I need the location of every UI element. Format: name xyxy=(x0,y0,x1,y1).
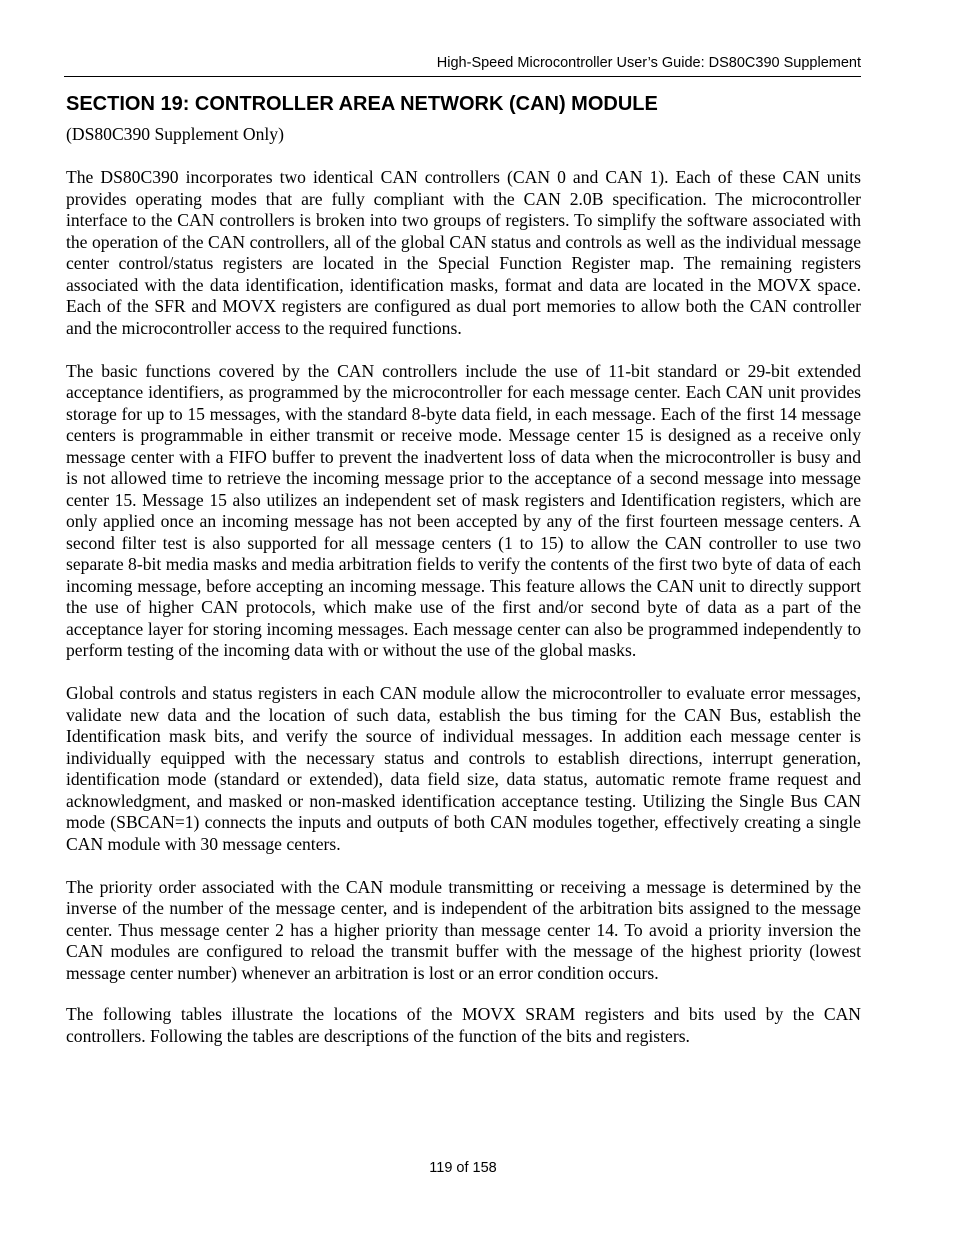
page-number: 119 of 158 xyxy=(429,1160,497,1176)
section-subtitle: (DS80C390 Supplement Only) xyxy=(66,124,284,144)
paragraph-priority-order: The priority order associated with the CAN module transmitting or receiving a message is determined by the inverse of the number of the message center, and is independent of the arbitration bits assigned to the message center. Thus message center 2 has a higher priority than message center 14. To avoid a priority inversion the CAN modules are configured to reload the transmit buffer with the message of the highest priority (lowest message center number) whenever an arbitration is lost or an error condition occurs. xyxy=(66,876,861,983)
paragraph-tables-intro: The following tables illustrate the locations of the MOVX SRAM registers and bits used by the CAN controllers. Following the tables are descriptions of the function of the bits and registers. xyxy=(66,1004,861,1046)
paragraph-basic-functions: The basic functions covered by the CAN controllers include the use of 11-bit standard or 29-bit extended acceptance identifiers, as programmed by the microcontroller for each message center. Each CAN unit provides storage for up to 15 messages, with the standard 8-byte data field, in each message. Each of the first 14 message centers is programmable in either transmit or receive mode. Message center 15 is designed as a receive only message center with a FIFO buffer to prevent the inadvertent loss of data when the microcontroller is busy and is not allowed time to retrieve the incoming message prior to the acceptance of a second message into message center 15. Message 15 also utilizes an independent set of mask registers and Identification registers, which are only applied once an incoming message has not been accepted by any of the first fourteen message centers. A second filter test is also supported for all message centers (1 to 15) to allow the CAN controller to use two separate 8-bit media masks and media arbitration fields to verify the contents of the first two byte of data of each incoming message, before accepting an incoming message. This feature allows the CAN unit to directly support the use of higher CAN protocols, which make use of the first and/or second byte of data as a part of the acceptance layer for storing incoming messages. Each message center can also be programmed independently to perform testing of the incoming data with or without the use of the global masks. xyxy=(66,360,861,660)
running-header: High-Speed Microcontroller User’s Guide: DS80C390 Supplement xyxy=(436,55,861,71)
section-title: SECTION 19: CONTROLLER AREA NETWORK (CAN) MODULE xyxy=(66,93,658,115)
page-content xyxy=(66,123,861,1069)
paragraph-global-controls: Global controls and status registers in each CAN module allow the microcontroller to evaluate error messages, validate new data and the location of such data, establish the bus timing for the CAN Bus, establish the Identification mask bits, and verify the source of individual messages. In addition each message center is individually equipped with the necessary status and controls to establish directions, interrupt generation, identification mode (standard or extended), data field size, data status, automatic remote frame request and acknowledgment, and masked or non-masked identification acceptance testing. Utilizing the Single Bus CAN mode (SBCAN=1) connects the inputs and outputs of both CAN modules together, effectively creating a single CAN module with 30 message centers. xyxy=(66,683,861,854)
header-rule xyxy=(64,76,861,77)
paragraph-overview: The DS80C390 incorporates two identical CAN controllers (CAN 0 and CAN 1). Each of these CAN units provides operating modes that are fully compliant with the CAN 2.0B specification. The microcontroller interface to the CAN controllers is broken into two groups of registers. To simplify the software associated with the operation of the CAN controllers, all of the global CAN status and controls as well as the individual message center control/status registers are located in the Special Function Register map. The remaining registers associated with the data identification, identification masks, format and data are located in the MOVX space. Each of the SFR and MOVX registers are configured as dual port memories to allow both the CAN controller and the microcontroller access to the required functions. xyxy=(66,167,861,338)
